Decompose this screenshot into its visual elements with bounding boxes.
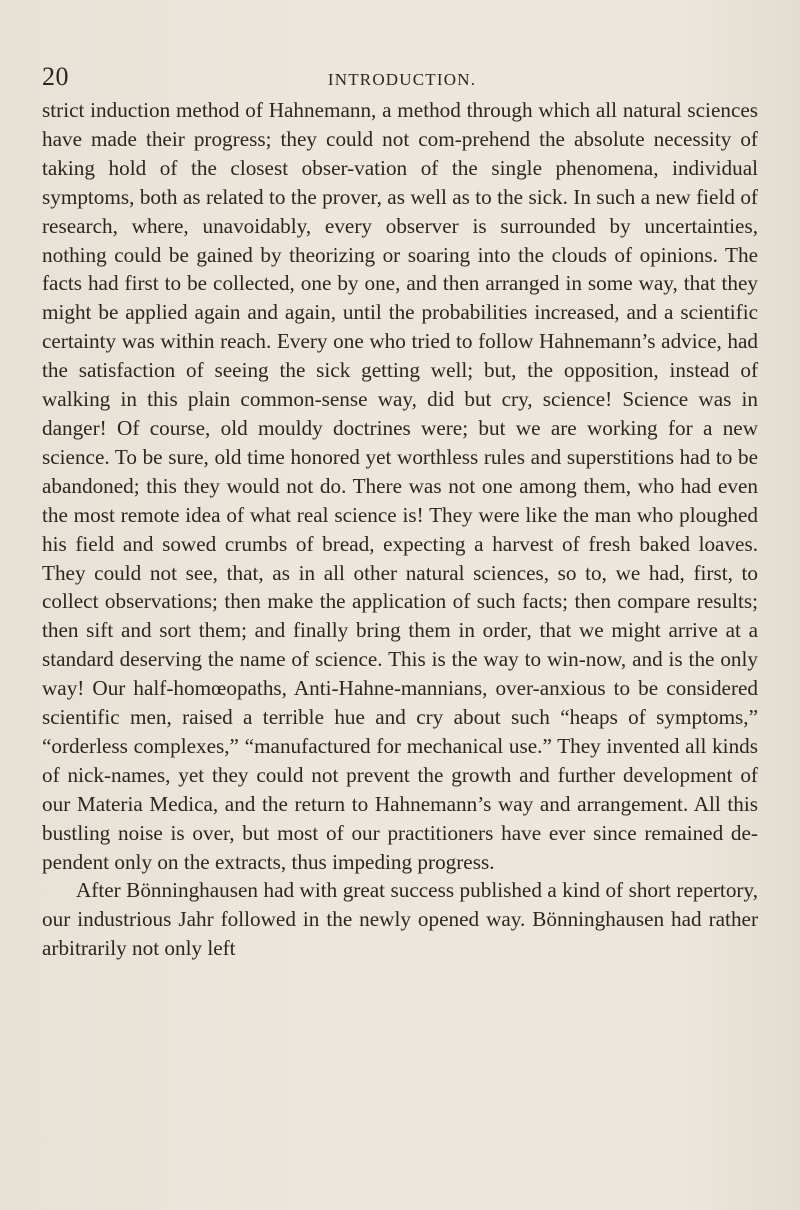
paragraph-bonninghausen: After Bönninghausen had with great success published a kind of short repertory, our industrious Jahr followed in the newly opened way. Bönninghausen had rather arbitrarily not only left: [42, 878, 758, 961]
page-header: [42, 62, 762, 96]
running-title: INTRODUCTION.: [327, 70, 477, 89]
paragraph-continued: strict induction method of Hahnemann, a method through which all natural sciences have made their progress; they could not com-prehend the absolute necessity of taking hold of the closest obser-vation of the single phenomena, individual symptoms, both as related to the prover, as well as to the sick. In such a new field of research, where, unavoidably, every observer is surrounded by uncertainties, nothing could be gained by theorizing or soaring into the clouds of opinions. The facts had first to be collected, one by one, and then arranged in some way, that they might be applied again and again, until the probabilities increased, and a scientific certainty was within reach. Every one who tried to follow Hahnemann’s advice, had the satisfaction of seeing the sick getting well; but, the opposition, instead of walking in this plain common-sense way, did but cry, science! Science was in danger! Of course, old mouldy doctrines were; but we are working for a new science. To be sure, old time honored yet worthless rules and superstitions had to be abandoned; this they would not do. There was not one among them, who had even the most remote idea of what real science is! They were like the man who ploughed his field and sowed crumbs of bread, expecting a harvest of fresh baked loaves. They could not see, that, as in all other natural sciences, so to, we had, first, to collect observations; then make the application of such facts; then compare results; then sift and sort them; and finally bring them in order, that we might arrive at a standard deserving the name of science. This is the way to win-now, and is the only way! Our half-homœopaths, Anti-Hahne-mannians, over-anxious to be considered scientific men, raised a terrible hue and cry about such “heaps of symptoms,” “orderless complexes,” “manufactured for mechanical use.” They invented all kinds of nick-names, yet they could not prevent the growth and further development of our Materia Medica, and the return to Hahnemann’s way and arrangement. All this bustling noise is over, but most of our practitioners have ever since remained de-pendent only on the extracts, thus impeding progress.: [42, 98, 758, 874]
body-text: [42, 96, 758, 963]
page-number: 20: [42, 62, 69, 91]
